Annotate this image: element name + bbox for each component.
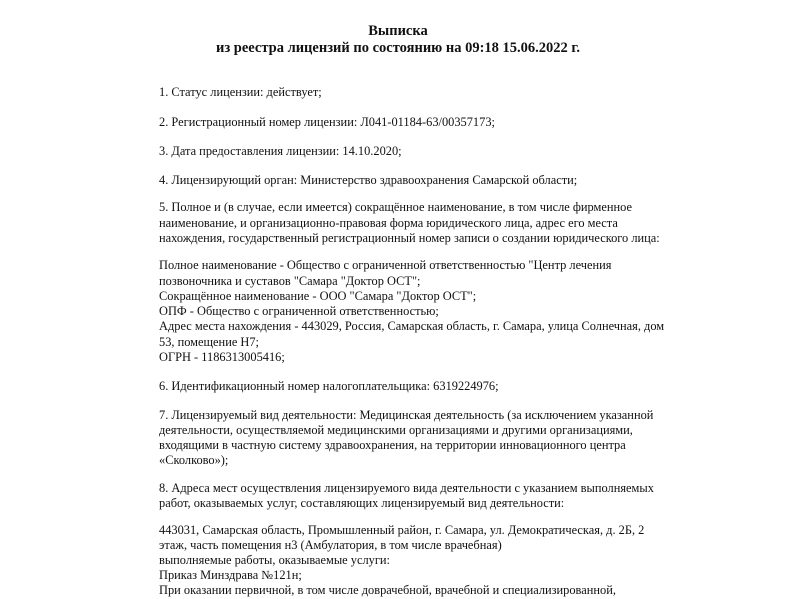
document-subtitle: из реестра лицензий по состоянию на 09:18 15.06.2022 г. <box>215 40 581 56</box>
address-line: выполняемые работы, оказываемые услуги: <box>159 553 391 567</box>
org-detail-line: ОГРН - 1186313005416; <box>159 350 285 364</box>
address-line: При оказании первичной, в том числе доврачебной, врачебной и специализированной, <box>159 583 616 597</box>
org-detail-line: ОПФ - Общество с ограниченной ответственностью; <box>159 304 439 318</box>
address-line: 443031, Самарская область, Промышленный район, г. Самара, ул. Демократическая, д. 2Б, 2 <box>159 523 645 537</box>
item-name-header-line: нахождения, государственный регистрационный номер записи о создании юридического лица: <box>159 231 660 245</box>
item-name-header-line: наименование, и организационно-правовая форма юридического лица, адрес его места <box>159 216 618 230</box>
item-inn: 6. Идентификационный номер налогоплательщика: 6319224976; <box>159 379 499 393</box>
org-detail-line: 53, помещение Н7; <box>159 335 260 349</box>
org-detail-line: Сокращённое наименование - ООО "Самара "Доктор ОСТ"; <box>159 289 477 303</box>
address-line: Приказ Минздрава №121н; <box>159 568 302 582</box>
item-addresses-header-line: работ, оказываемых услуг, составляющих лицензируемый вид деятельности: <box>159 496 565 510</box>
item-name-header-line: 5. Полное и (в случае, если имеется) сокращённое наименование, в том числе фирменное <box>159 200 632 214</box>
item-activity-line: входящими в частную систему здравоохранения, на территории инновационного центра <box>159 438 626 452</box>
item-registration-number: 2. Регистрационный номер лицензии: Л041-01184-63/00357173; <box>159 115 495 129</box>
address-line: этаж, часть помещения н3 (Амбулатория, в том числе врачебная) <box>159 538 502 552</box>
org-detail-line: Полное наименование - Общество с ограниченной ответственностью "Центр лечения <box>159 258 612 272</box>
item-license-status: 1. Статус лицензии: действует; <box>159 85 322 99</box>
item-activity-line: деятельности, осуществляемой медицинскими организациями и другими организациями, <box>159 423 633 437</box>
item-licensing-authority: 4. Лицензирующий орган: Министерство здравоохранения Самарской области; <box>159 173 578 187</box>
item-addresses-header-line: 8. Адреса мест осуществления лицензируемого вида деятельности с указанием выполняемых <box>159 481 654 495</box>
org-detail-line: Адрес места нахождения - 443029, Россия, Самарская область, г. Самара, улица Солнечная, дом <box>159 319 665 333</box>
item-activity-line: «Сколково»); <box>159 453 229 467</box>
item-issue-date: 3. Дата предоставления лицензии: 14.10.2020; <box>159 144 402 158</box>
org-detail-line: позвоночника и суставов "Самара "Доктор ОСТ"; <box>159 274 421 288</box>
document-title: Выписка <box>368 23 428 39</box>
item-activity-line: 7. Лицензируемый вид деятельности: Медицинская деятельность (за исключением указанной <box>159 408 654 422</box>
